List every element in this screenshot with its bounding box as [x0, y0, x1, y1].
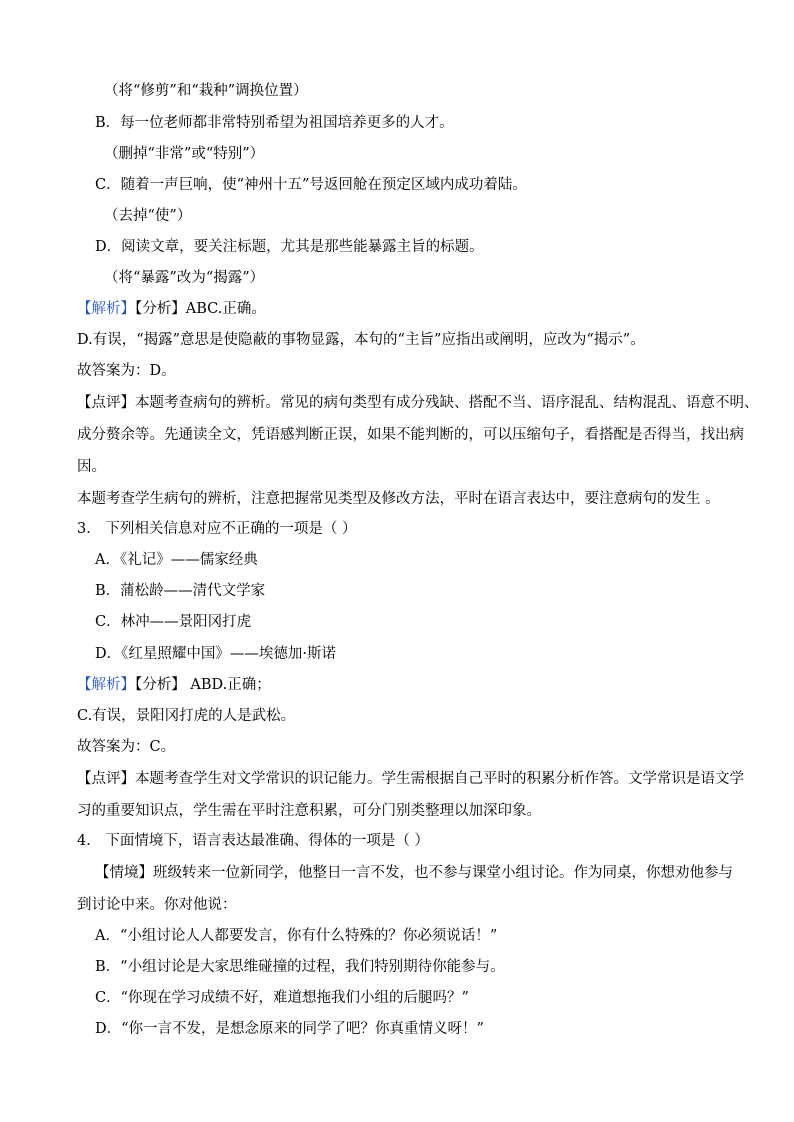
q2-option-a-note: （将“修剪”和“栽种”调换位置）	[104, 83, 308, 99]
q2-summary: 本题考查学生病句的辨析，注意把握常见类型及修改方法，平时在语言表达中，要注意病句的发生 。	[77, 491, 720, 507]
q3-stem: 3． 下列相关信息对应不正确的一项是（ ）	[77, 521, 357, 537]
q2-option-d-note: （将“暴露”改为“揭露”）	[104, 270, 265, 286]
q4-context-line-1: 【情境】班级转来一位新同学，他整日一言不发，也不参与课堂小组讨论。作为同桌，你想劝他参与	[95, 865, 733, 881]
q3-comment-line-1: 【点评】本题考查学生对文学常识的识记能力。学生需根据自己平时的积累分析作答。文学常识是语文学	[77, 771, 744, 787]
q2-analysis-d: D.有误，“揭露”意思是使隐蔽的事物显露，本句的“主旨”应指出或阐明，应改为“揭示”。	[77, 332, 645, 348]
q2-comment-line-2: 成分赘余等。先通读全文，凭语感判断正误，如果不能判断的，可以压缩句子，看搭配是否得当，找出病	[77, 427, 744, 443]
q2-option-b: B．每一位老师都非常特别希望为祖国培养更多的人才。	[95, 115, 454, 131]
q2-option-c-note: （去掉“使”）	[104, 208, 192, 224]
analysis-text: 【分析】 ABD.正确；	[135, 677, 271, 693]
analysis-tag: 【解析】	[77, 301, 135, 317]
q4-option-d: D．“你一言不发，是想念原来的同学了吧？你真重情义呀！”	[95, 1021, 484, 1037]
q3-analysis-c: C.有误，景阳冈打虎的人是武松。	[77, 708, 296, 724]
q2-option-d: D．阅读文章，要关注标题，尤其是那些能暴露主旨的标题。	[95, 239, 484, 255]
q3-answer: 故答案为：C。	[77, 739, 176, 755]
q4-option-b: B．“小组讨论是大家思维碰撞的过程，我们特别期待你能参与。	[95, 959, 505, 975]
q2-analysis	[77, 300, 754, 318]
q3-comment-line-2: 习的重要知识点，学生需在平时注意积累，可分门别类整理以加深印象。	[77, 803, 541, 819]
q3-option-a: A．《礼记》——儒家经典	[95, 552, 258, 568]
q4-option-c: C．“你现在学习成绩不好，难道想拖我们小组的后腿吗？”	[95, 990, 469, 1006]
q2-option-b-note: （删掉“非常”或“特别”）	[104, 146, 265, 162]
q4-context-line-2: 到讨论中来。你对他说：	[77, 897, 237, 913]
q3-option-c: C．林冲——景阳冈打虎	[95, 614, 252, 630]
q3-option-b: B．蒲松龄——清代文学家	[95, 583, 266, 599]
q2-answer: 故答案为：D。	[77, 363, 176, 379]
analysis-text: 【分析】ABC.正确。	[135, 301, 266, 317]
q2-comment-line-1: 【点评】本题考查病句的辨析。常见的病句类型有成分残缺、搭配不当、语序混乱、结构混乱、语意不明、	[77, 395, 759, 411]
analysis-tag: 【解析】	[77, 677, 135, 693]
q3-analysis	[77, 676, 754, 694]
q2-comment-line-3: 因。	[77, 459, 106, 475]
q3-option-d: D．《红星照耀中国》——埃德加·斯诺	[95, 646, 336, 662]
q4-stem: 4． 下面情境下，语言表达最准确、得体的一项是（ ）	[77, 833, 429, 849]
q4-option-a: A．“小组讨论人人都要发言，你有什么特殊的？你必须说话！”	[95, 928, 498, 944]
q2-option-c: C．随着一声巨响，使“神州十五”号返回舱在预定区域内成功着陆。	[95, 177, 527, 193]
